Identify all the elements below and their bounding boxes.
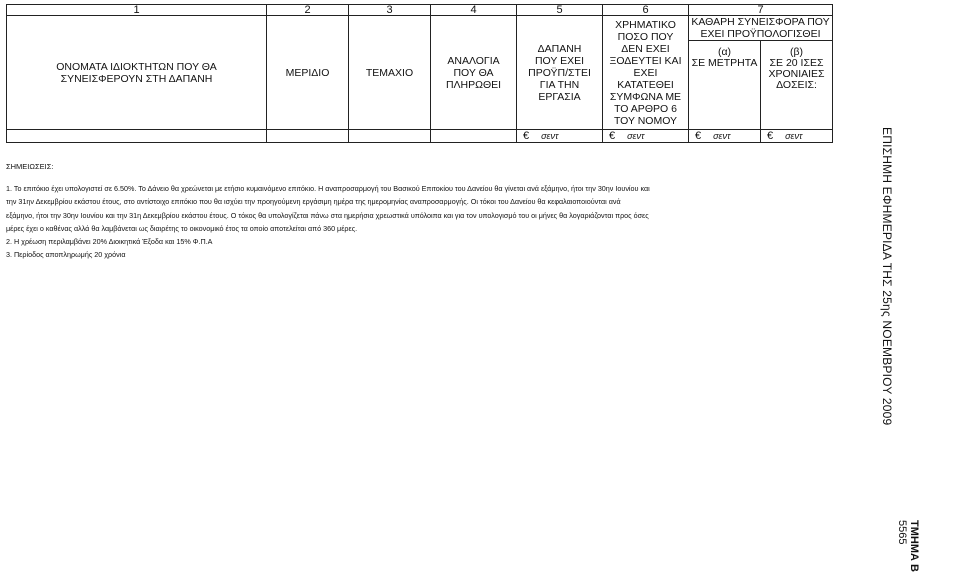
header-budgeted-cost: ΔΑΠΑΝΗ ΠΟΥ ΕΧΕΙ ΠΡΟΫΠ/ΣΤΕΙ ΓΙΑ ΤΗΝ ΕΡΓΑΣΙΑ <box>517 16 603 130</box>
header-net-contribution <box>689 16 833 130</box>
col-number-6: 6 <box>603 5 689 16</box>
notes-section <box>6 160 806 261</box>
unit-row <box>7 130 833 143</box>
col-number-1: 1 <box>7 5 267 16</box>
gazette-title: ΕΠΙΣΗΜΗ ΕΦΗΜΕΡΙΔΑ ΤΗΣ 25ης ΝΟΕΜΒΡΙΟΥ 2009 <box>880 127 894 426</box>
col-number-3: 3 <box>349 5 431 16</box>
col-number-4: 4 <box>431 5 517 16</box>
note-line-6: 3. Περίοδος αποπληρωμής 20 χρόνια <box>6 250 126 260</box>
note-line-3: εξάμηνο, ήτοι την 30ην Ιουνίου και την 31η Δεκεμβρίου εκάστου έτους. Ο τόκος θα υπολογίζεται πάνω στα ημερήσια χρεωστικά υπόλοιπα και για τον υπολογισμό του οι μήνες θα λογαριάζονται προς όσες <box>6 210 649 220</box>
section-label: ΤΜΗΜΑ Β <box>908 520 920 572</box>
header-plot: ΤΕΜΑΧΙΟ <box>349 16 431 130</box>
notes-heading: ΣΗΜΕΙΩΣΕΙΣ: <box>6 162 54 171</box>
column-number-row <box>7 5 833 16</box>
page-number: 5565 <box>896 520 908 545</box>
gazette-running-header <box>880 127 894 427</box>
col-number-5: 5 <box>517 5 603 16</box>
col-number-2: 2 <box>267 5 349 16</box>
column-header-row <box>7 16 833 130</box>
net-contribution-title: ΚΑΘΑΡΗ ΣΥΝΕΙΣΦΟΡΑ ΠΟΥ ΕΧΕΙ ΠΡΟΫΠΟΛΟΓΙΣΘΕΙ <box>689 16 832 41</box>
note-line-1: 1. Το επιτόκιο έχει υπολογιστεί σε 6.50%. Το Δάνειο θα χρεώνεται με ετήσιο κυμαινόμενο επιτόκιο. Η αναπροσαρμογή του Βασικού Επιτοκίου του Δανείου θα γίνεται ανά εξάμηνο, ήτοι την 30ην Ιουνίου και <box>6 184 650 194</box>
header-unspent-amount: ΧΡΗΜΑΤΙΚΟ ΠΟΣΟ ΠΟΥ ΔΕΝ ΕΧΕΙ ΞΟΔΕΥΤΕΙ ΚΑΙ ΕΧΕΙ ΚΑΤΑΤΕΘΕΙ ΣΥΜΦΩΝΑ ΜΕ ΤΟ ΑΡΘΡΟ 6 ΤΟΥ ΝΟΜΟΥ <box>603 16 689 130</box>
header-share: ΜΕΡΙΔΙΟ <box>267 16 349 130</box>
header-owner-names: ΟΝΟΜΑΤΑ ΙΔΙΟΚΤΗΤΩΝ ΠΟΥ ΘΑ ΣΥΝΕΙΣΦΕΡΟΥΝ ΣΤΗ ΔΑΠΑΝΗ <box>7 16 267 130</box>
cash-label: (α) <box>717 46 732 58</box>
net-contribution-cash <box>689 41 761 129</box>
contribution-table <box>6 4 833 143</box>
unit-col7a: € σεντ <box>689 130 761 143</box>
instalments-label: (β) <box>789 46 804 58</box>
note-line-2: την 31ην Δεκεμβρίου εκάστου έτους, στο αντίστοιχο επιτόκιο που θα ισχύει την προηγούμενη εργάσιμη ημέρα της ημερομηνίας αναπροσαρμογής. Οι τόκοι του Δανείου θα κεφαλαιοποιούνται ανά <box>6 197 621 207</box>
page-footer <box>896 520 930 580</box>
instalments-text: ΣΕ 20 ΙΣΕΣ ΧΡΟΝΙΑΙΕΣ ΔΟΣΕΙΣ: <box>768 57 825 91</box>
col-number-7: 7 <box>689 5 833 16</box>
net-contribution-instalments <box>761 41 832 129</box>
cash-text: ΣΕ ΜΕΤΡΗΤΑ <box>691 57 758 69</box>
note-line-4: μέρες έχει ο καθένας αλλά θα λαμβάνεται ως διαιρέτης το οικονομικό έτος τα οποίο αποτελείται από 360 μέρες. <box>6 223 358 233</box>
unit-col5: € σεντ <box>517 130 603 143</box>
unit-col7b: € σεντ <box>761 130 833 143</box>
header-proportion: ΑΝΑΛΟΓΙΑ ΠΟΥ ΘΑ ΠΛΗΡΩΘΕΙ <box>431 16 517 130</box>
note-line-5: 2. Η χρέωση περιλαμβάνει 20% Διοικητικά Έξοδα και 15% Φ.Π.Α <box>6 237 213 247</box>
unit-col6: € σεντ <box>603 130 689 143</box>
